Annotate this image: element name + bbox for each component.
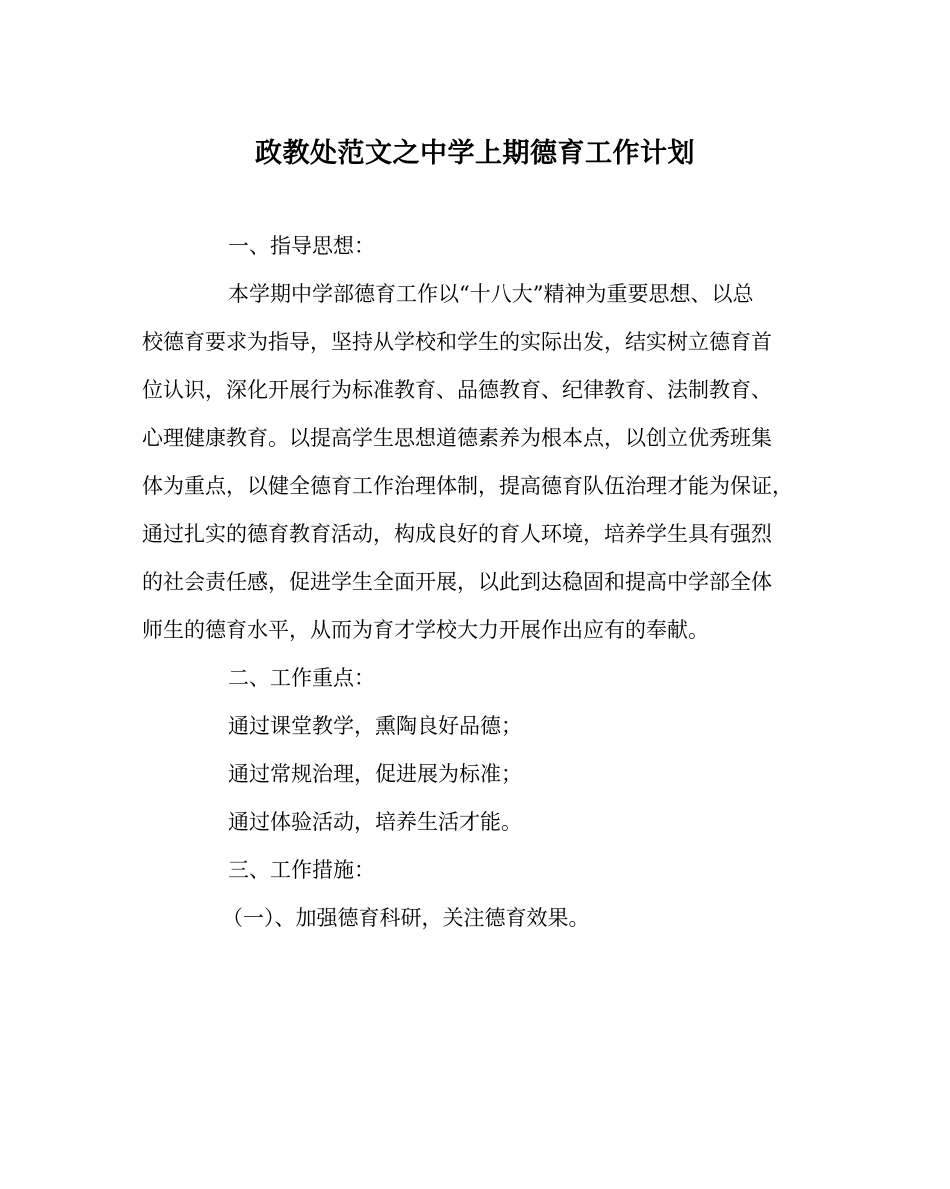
paragraph-line: 心理健康教育。以提高学生思想道德素养为根本点，以创立优秀班集 <box>142 426 772 450</box>
section-heading-work-focus: 二、工作重点： <box>228 666 375 690</box>
paragraph-line: 的社会责任感，促进学生全面开展，以此到达稳固和提高中学部全体 <box>142 570 772 594</box>
document-body <box>142 222 810 942</box>
document-title: 政教处范文之中学上期德育工作计划 <box>255 138 695 169</box>
paragraph-line: 通过扎实的德育教育活动，构成良好的育人环境，培养学生具有强烈 <box>142 522 772 546</box>
paragraph-line: 位认识，深化开展行为标准教育、品德教育、纪律教育、法制教育、 <box>142 378 772 402</box>
measure-item: （一）、加强德育科研，关注德育效果。 <box>222 906 590 930</box>
paragraph-line: 体为重点，以健全德育工作治理体制，提高德育队伍治理才能为保证， <box>142 474 793 498</box>
paragraph-guiding-thought <box>142 270 810 654</box>
focus-item: 通过体验活动，培养生活才能。 <box>228 810 522 834</box>
paragraph-line: 本学期中学部德育工作以“十八大”精神为重要思想、以总 <box>228 282 754 306</box>
section-heading-guiding-thought: 一、指导思想： <box>228 234 375 258</box>
focus-list <box>142 702 810 846</box>
focus-item: 通过课堂教学，熏陶良好品德； <box>228 714 522 738</box>
paragraph-line: 师生的德育水平，从而为育才学校大力开展作出应有的奉献。 <box>142 618 709 642</box>
paragraph-line: 校德育要求为指导，坚持从学校和学生的实际出发，结实树立德育首 <box>142 330 772 354</box>
section-heading-work-measures: 三、工作措施： <box>228 858 375 882</box>
focus-item: 通过常规治理，促进展为标准； <box>228 762 522 786</box>
